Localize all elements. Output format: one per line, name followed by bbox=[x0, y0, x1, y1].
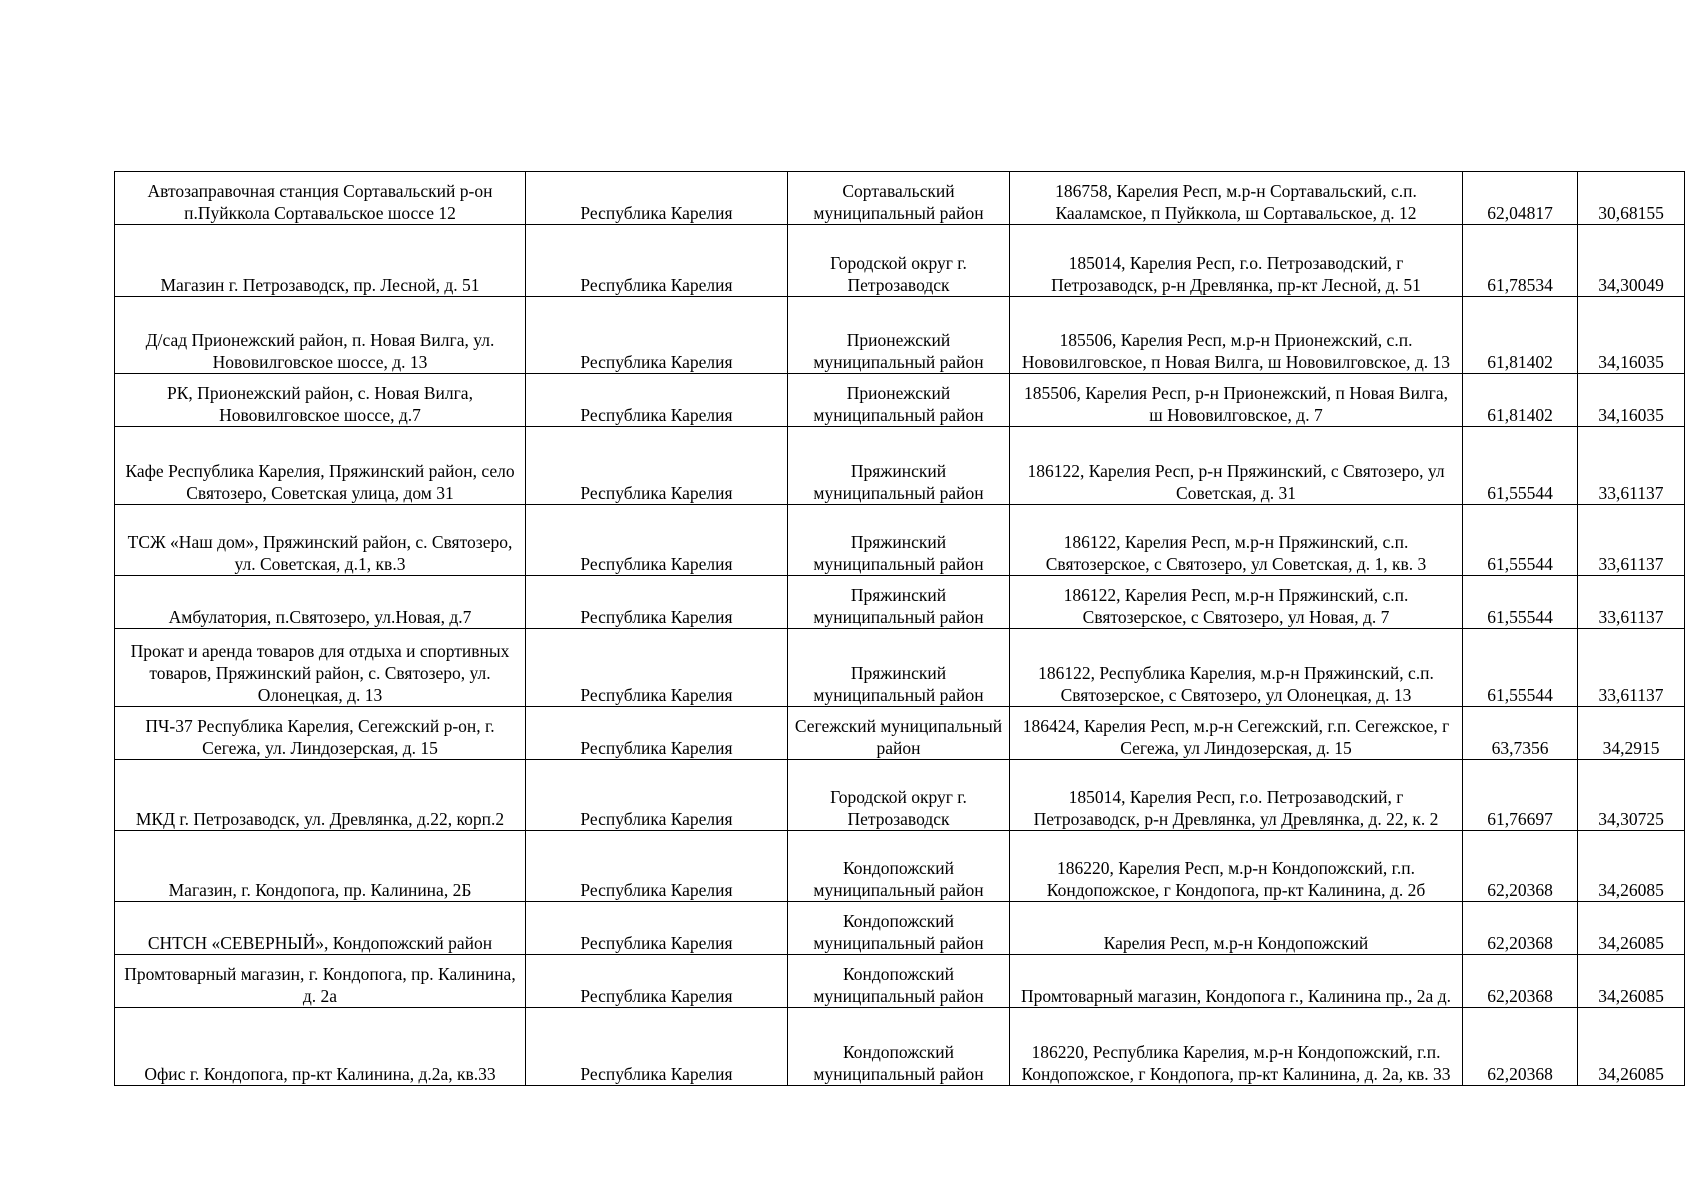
table-row bbox=[115, 1008, 1685, 1086]
municipality-cell: Пряжинский муниципальный район bbox=[788, 505, 1010, 576]
table-row bbox=[115, 427, 1685, 505]
table-row bbox=[115, 831, 1685, 902]
address-cell: 185014, Карелия Респ, г.о. Петрозаводский, г Петрозаводск, р-н Древлянка, ул Древлянка, д. 22, к. 2 bbox=[1010, 760, 1463, 831]
address-cell: Промтоварный магазин, Кондопога г., Калинина пр., 2а д. bbox=[1010, 955, 1463, 1008]
latitude-cell: 61,76697 bbox=[1463, 760, 1578, 831]
table-row bbox=[115, 374, 1685, 427]
object-name-cell: РК, Прионежский район, с. Новая Вилга, Нововилговское шоссе, д.7 bbox=[115, 374, 526, 427]
subject-cell: Республика Карелия bbox=[526, 1008, 788, 1086]
latitude-cell: 62,20368 bbox=[1463, 831, 1578, 902]
table-row bbox=[115, 576, 1685, 629]
address-cell: 186758, Карелия Респ, м.р-н Сортавальский, с.п. Кааламское, п Пуйккола, ш Сортавальское, д. 12 bbox=[1010, 172, 1463, 225]
table-row bbox=[115, 629, 1685, 707]
object-name-cell: Прокат и аренда товаров для отдыха и спортивных товаров, Пряжинский район, с. Святозеро, ул. Олонецкая, д. 13 bbox=[115, 629, 526, 707]
longitude-cell: 34,16035 bbox=[1578, 297, 1685, 374]
object-name-cell: Д/сад Прионежский район, п. Новая Вилга, ул. Нововилговское шоссе, д. 13 bbox=[115, 297, 526, 374]
table-row bbox=[115, 760, 1685, 831]
longitude-cell: 33,61137 bbox=[1578, 576, 1685, 629]
table-row bbox=[115, 225, 1685, 297]
table-row bbox=[115, 297, 1685, 374]
address-cell: 186122, Карелия Респ, м.р-н Пряжинский, с.п. Святозерское, с Святозеро, ул Советская, д. 1, кв. 3 bbox=[1010, 505, 1463, 576]
longitude-cell: 34,16035 bbox=[1578, 374, 1685, 427]
latitude-cell: 62,20368 bbox=[1463, 955, 1578, 1008]
latitude-cell: 61,78534 bbox=[1463, 225, 1578, 297]
longitude-cell: 34,26085 bbox=[1578, 902, 1685, 955]
object-name-cell: Магазин, г. Кондопога, пр. Калинина, 2Б bbox=[115, 831, 526, 902]
subject-cell: Республика Карелия bbox=[526, 427, 788, 505]
municipality-cell: Прионежский муниципальный район bbox=[788, 297, 1010, 374]
latitude-cell: 62,04817 bbox=[1463, 172, 1578, 225]
object-name-cell: Магазин г. Петрозаводск, пр. Лесной, д. 51 bbox=[115, 225, 526, 297]
latitude-cell: 62,20368 bbox=[1463, 902, 1578, 955]
object-name-cell: Офис г. Кондопога, пр-кт Калинина, д.2а, кв.33 bbox=[115, 1008, 526, 1086]
objects-table bbox=[114, 171, 1685, 1086]
address-cell: 185014, Карелия Респ, г.о. Петрозаводский, г Петрозаводск, р-н Древлянка, пр-кт Лесной, д. 51 bbox=[1010, 225, 1463, 297]
municipality-cell: Городской округ г. Петрозаводск bbox=[788, 760, 1010, 831]
table-row bbox=[115, 707, 1685, 760]
address-cell: 186220, Республика Карелия, м.р-н Кондопожский, г.п. Кондопожское, г Кондопога, пр-кт Калинина, д. 2а, кв. 33 bbox=[1010, 1008, 1463, 1086]
longitude-cell: 33,61137 bbox=[1578, 505, 1685, 576]
municipality-cell: Пряжинский муниципальный район bbox=[788, 629, 1010, 707]
longitude-cell: 33,61137 bbox=[1578, 629, 1685, 707]
latitude-cell: 61,81402 bbox=[1463, 297, 1578, 374]
latitude-cell: 61,55544 bbox=[1463, 505, 1578, 576]
municipality-cell: Прионежский муниципальный район bbox=[788, 374, 1010, 427]
object-name-cell: Автозаправочная станция Сортавальский р-он п.Пуйккола Сортавальское шоссе 12 bbox=[115, 172, 526, 225]
object-name-cell: ПЧ-37 Республика Карелия, Сегежский р-он, г. Сегежа, ул. Линдозерская, д. 15 bbox=[115, 707, 526, 760]
objects-table-body bbox=[115, 172, 1685, 1086]
subject-cell: Республика Карелия bbox=[526, 172, 788, 225]
longitude-cell: 33,61137 bbox=[1578, 427, 1685, 505]
address-cell: 185506, Карелия Респ, м.р-н Прионежский, с.п. Нововилговское, п Новая Вилга, ш Нововилговское, д. 13 bbox=[1010, 297, 1463, 374]
latitude-cell: 61,55544 bbox=[1463, 576, 1578, 629]
subject-cell: Республика Карелия bbox=[526, 629, 788, 707]
table-row bbox=[115, 902, 1685, 955]
municipality-cell: Пряжинский муниципальный район bbox=[788, 576, 1010, 629]
longitude-cell: 34,30725 bbox=[1578, 760, 1685, 831]
address-cell: 186122, Республика Карелия, м.р-н Пряжинский, с.п. Святозерское, с Святозеро, ул Олонецкая, д. 13 bbox=[1010, 629, 1463, 707]
object-name-cell: МКД г. Петрозаводск, ул. Древлянка, д.22, корп.2 bbox=[115, 760, 526, 831]
longitude-cell: 30,68155 bbox=[1578, 172, 1685, 225]
subject-cell: Республика Карелия bbox=[526, 297, 788, 374]
latitude-cell: 62,20368 bbox=[1463, 1008, 1578, 1086]
address-cell: 186122, Карелия Респ, р-н Пряжинский, с Святозеро, ул Советская, д. 31 bbox=[1010, 427, 1463, 505]
municipality-cell: Кондопожский муниципальный район bbox=[788, 1008, 1010, 1086]
longitude-cell: 34,30049 bbox=[1578, 225, 1685, 297]
subject-cell: Республика Карелия bbox=[526, 576, 788, 629]
municipality-cell: Сортавальский муниципальный район bbox=[788, 172, 1010, 225]
municipality-cell: Кондопожский муниципальный район bbox=[788, 831, 1010, 902]
longitude-cell: 34,2915 bbox=[1578, 707, 1685, 760]
subject-cell: Республика Карелия bbox=[526, 955, 788, 1008]
municipality-cell: Пряжинский муниципальный район bbox=[788, 427, 1010, 505]
object-name-cell: Амбулатория, п.Святозеро, ул.Новая, д.7 bbox=[115, 576, 526, 629]
subject-cell: Республика Карелия bbox=[526, 505, 788, 576]
latitude-cell: 61,81402 bbox=[1463, 374, 1578, 427]
longitude-cell: 34,26085 bbox=[1578, 955, 1685, 1008]
longitude-cell: 34,26085 bbox=[1578, 1008, 1685, 1086]
address-cell: 186424, Карелия Респ, м.р-н Сегежский, г.п. Сегежское, г Сегежа, ул Линдозерская, д. 15 bbox=[1010, 707, 1463, 760]
subject-cell: Республика Карелия bbox=[526, 225, 788, 297]
subject-cell: Республика Карелия bbox=[526, 374, 788, 427]
latitude-cell: 61,55544 bbox=[1463, 629, 1578, 707]
address-cell: 186220, Карелия Респ, м.р-н Кондопожский, г.п. Кондопожское, г Кондопога, пр-кт Калинина, д. 2б bbox=[1010, 831, 1463, 902]
municipality-cell: Кондопожский муниципальный район bbox=[788, 955, 1010, 1008]
table-row bbox=[115, 505, 1685, 576]
table-row bbox=[115, 172, 1685, 225]
subject-cell: Республика Карелия bbox=[526, 760, 788, 831]
object-name-cell: СНТСН «СЕВЕРНЫЙ», Кондопожский район bbox=[115, 902, 526, 955]
subject-cell: Республика Карелия bbox=[526, 902, 788, 955]
object-name-cell: Промтоварный магазин, г. Кондопога, пр. Калинина, д. 2а bbox=[115, 955, 526, 1008]
latitude-cell: 63,7356 bbox=[1463, 707, 1578, 760]
longitude-cell: 34,26085 bbox=[1578, 831, 1685, 902]
address-cell: Карелия Респ, м.р-н Кондопожский bbox=[1010, 902, 1463, 955]
object-name-cell: ТСЖ «Наш дом», Пряжинский район, с. Святозеро, ул. Советская, д.1, кв.3 bbox=[115, 505, 526, 576]
municipality-cell: Сегежский муниципальный район bbox=[788, 707, 1010, 760]
subject-cell: Республика Карелия bbox=[526, 831, 788, 902]
object-name-cell: Кафе Республика Карелия, Пряжинский район, село Святозеро, Советская улица, дом 31 bbox=[115, 427, 526, 505]
municipality-cell: Городской округ г. Петрозаводск bbox=[788, 225, 1010, 297]
table-row bbox=[115, 955, 1685, 1008]
address-cell: 186122, Карелия Респ, м.р-н Пряжинский, с.п. Святозерское, с Святозеро, ул Новая, д. 7 bbox=[1010, 576, 1463, 629]
municipality-cell: Кондопожский муниципальный район bbox=[788, 902, 1010, 955]
address-cell: 185506, Карелия Респ, р-н Прионежский, п Новая Вилга, ш Нововилговское, д. 7 bbox=[1010, 374, 1463, 427]
latitude-cell: 61,55544 bbox=[1463, 427, 1578, 505]
subject-cell: Республика Карелия bbox=[526, 707, 788, 760]
